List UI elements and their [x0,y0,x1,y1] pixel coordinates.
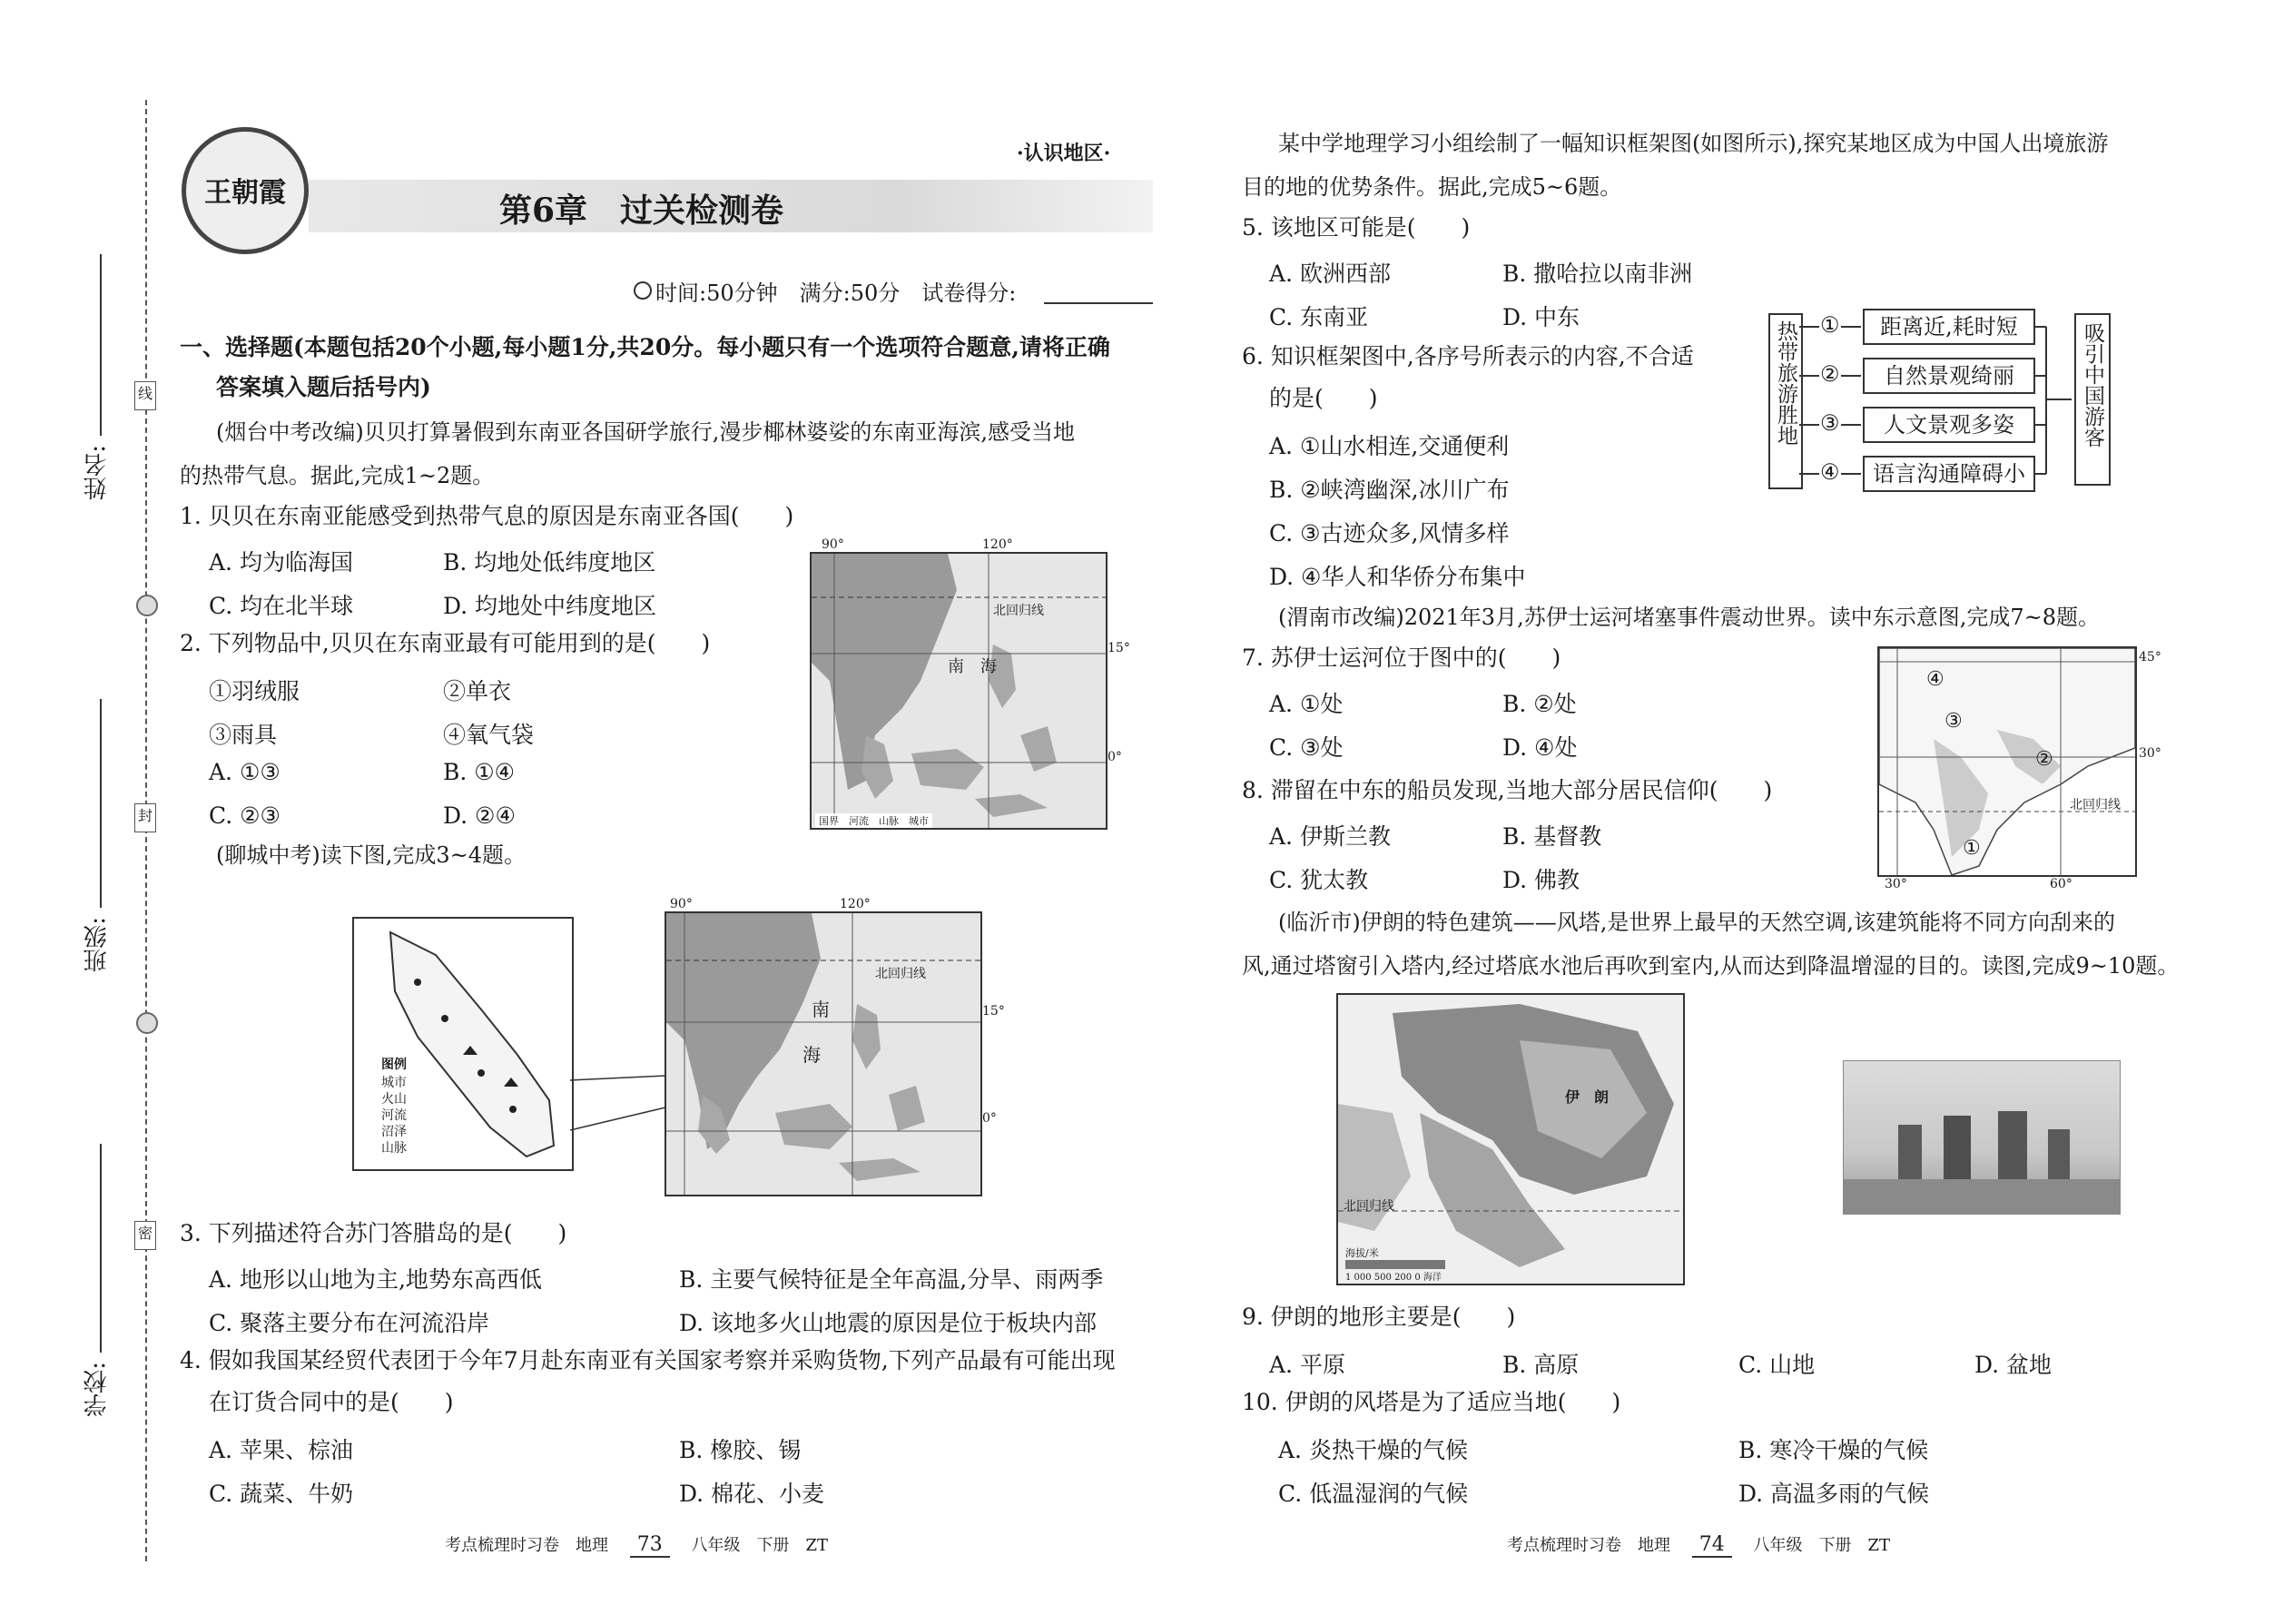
binding-mark-line: 线 [134,381,156,410]
map2-lon-90: 90° [670,897,693,911]
score-blank [1044,302,1153,304]
binding-ornament-icon [136,1012,158,1034]
mideast-map [1877,646,2137,877]
framework-arrows [1799,309,2081,490]
map1-lat-0: 0° [1108,750,1122,764]
intro1-line1: (烟台中考改编)贝贝打算暑假到东南亚各国研学旅行,漫步椰林婆娑的东南亚海滨,感受当地 [216,419,1075,445]
iran-scale-title: 海拔/米 [1345,1247,1379,1259]
map1-sea-label: 南 海 [948,657,997,676]
section1-heading-2: 答案填入题后括号内) [216,374,431,400]
q10-option-d[interactable]: D. 高温多雨的气候 [1738,1481,1930,1507]
footer-right [1507,1532,1890,1558]
mideast-lon-30: 30° [1885,877,1907,891]
footer-right-grade: 八年级 下册 ZT [1753,1536,1890,1555]
q5-option-a[interactable]: A. 欧洲西部 [1269,261,1391,287]
framework-n2: ② [1820,361,1840,387]
iran-scale-values: 1 000 500 200 0 海洋 [1345,1273,1442,1283]
q9-option-b[interactable]: B. 高原 [1502,1352,1580,1378]
class-label: 班级: [84,917,111,972]
q8-option-b[interactable]: B. 基督教 [1502,823,1602,850]
q7-option-a[interactable]: A. ①处 [1269,691,1344,717]
mideast-lat-30: 30° [2139,746,2161,761]
footer-left-series: 考点梳理时习卷 地理 [445,1536,608,1555]
map2-lon-120: 120° [840,897,871,911]
binding-mark-secret: 密 [134,1221,156,1250]
intro1-line2: 的热带气息。据此,完成1~2题。 [180,463,495,488]
page-number-left: 73 [630,1533,670,1558]
map1-lon-90: 90° [822,537,844,552]
q1-option-a[interactable]: A. 均为临海国 [209,549,353,576]
q2-option-a[interactable]: A. ①③ [209,759,281,785]
map2-legend-volcano: 火山 [381,1092,407,1107]
q2-item-1: ①羽绒服 [209,678,300,704]
q2-item-3: ③雨具 [209,722,278,748]
map2-sea-label-1: 南 [812,999,830,1020]
intro3-line1: 某中学地理学习小组绘制了一幅知识框架图(如图所示),探究某地区成为中国人出境旅游 [1278,131,2109,156]
footer-left [445,1532,828,1558]
q9-option-a[interactable]: A. 平原 [1269,1352,1345,1378]
q4-option-c[interactable]: C. 蔬菜、牛奶 [209,1481,354,1507]
page-number-right: 74 [1692,1533,1732,1558]
map2-legend-title: 图例 [381,1058,407,1072]
mideast-lon-60: 60° [2050,877,2072,891]
q1-stem: 1. 贝贝在东南亚能感受到热带气息的原因是东南亚各国( ) [180,503,794,529]
q3-option-b[interactable]: B. 主要气候特征是全年高温,分旱、雨两季 [679,1266,1104,1293]
intro5-line2: 风,通过塔窗引入塔内,经过塔底水池后再吹到室内,从而达到降温增湿的目的。读图,完成9~10题。 [1242,953,2180,979]
q4-option-b[interactable]: B. 橡胶、锡 [679,1437,802,1463]
map2-legend-river: 河流 [381,1108,407,1123]
map1-legend: 国界 河流 山脉 城市 [815,813,932,828]
q3-option-a[interactable]: A. 地形以山地为主,地势东高西低 [209,1266,542,1293]
q4-option-a[interactable]: A. 苹果、棕油 [209,1437,353,1463]
q10-option-b[interactable]: B. 寒冷干燥的气候 [1738,1437,1929,1463]
map2-lat-15: 15° [982,1004,1005,1019]
map2-tropic-label: 北回归线 [875,967,926,981]
q8-option-c[interactable]: C. 犹太教 [1269,867,1369,893]
q6-option-d[interactable]: D. ④华人和华侨分布集中 [1269,564,1526,590]
q6-option-c[interactable]: C. ③古迹众多,风情多样 [1269,520,1510,546]
region-tag: ·认识地区· [1017,142,1111,165]
section1-heading-1: 一、选择题(本题包括20个小题,每小题1分,共20分。每小题只有一个选项符合题意,请将正确 [180,334,1110,360]
q1-option-b[interactable]: B. 均地处低纬度地区 [443,549,656,576]
brand-logo-text: 王朝霞 [204,177,286,209]
q7-option-c[interactable]: C. ③处 [1269,734,1344,761]
map1-lon-120: 120° [982,537,1013,552]
framework-left-box [1768,313,1803,489]
framework-box-4: 语言沟通障碍小 [1863,456,2035,492]
footer-left-grade: 八年级 下册 ZT [691,1536,828,1555]
footer-right-series: 考点梳理时习卷 地理 [1507,1536,1670,1555]
map1-tropic-label: 北回归线 [993,604,1044,618]
q10-option-a[interactable]: A. 炎热干燥的气候 [1278,1437,1468,1463]
q6-option-a[interactable]: A. ①山水相连,交通便利 [1269,433,1510,459]
map2-southeast-asia [665,911,982,1196]
brand-logo [182,127,309,254]
q7-option-d[interactable]: D. ④处 [1502,734,1578,761]
mideast-marker-3: ③ [1944,710,1963,733]
q5-option-d[interactable]: D. 中东 [1502,304,1580,330]
name-underline [100,254,102,436]
chapter-title: 第6章 过关检测卷 [499,192,784,230]
q2-option-b[interactable]: B. ①④ [443,759,516,785]
map2-legend-mountain: 山脉 [381,1141,407,1156]
mideast-lat-45: 45° [2139,650,2161,664]
q4-stem-2: 在订货合同中的是( ) [209,1389,454,1415]
clock-icon [634,281,652,300]
q3-stem: 3. 下列描述符合苏门答腊岛的是( ) [180,1220,567,1246]
iran-tropic-label: 北回归线 [1344,1199,1394,1214]
q5-option-b[interactable]: B. 撒哈拉以南非洲 [1502,261,1693,287]
wind-tower-photo [1843,1060,2121,1215]
framework-box-2: 自然景观绮丽 [1863,358,2035,394]
q1-option-d[interactable]: D. 均地处中纬度地区 [443,593,657,619]
binding-mark-seal: 封 [134,803,156,832]
q9-stem: 9. 伊朗的地形主要是( ) [1242,1304,1516,1330]
q9-option-d[interactable]: D. 盆地 [1974,1352,2053,1378]
mideast-tropic-label: 北回归线 [2070,798,2121,812]
map2-connector-lines [570,1071,670,1135]
q6-stem-1: 6. 知识框架图中,各序号所表示的内容,不合适 [1242,343,1694,369]
q6-option-b[interactable]: B. ②峡湾幽深,冰川广布 [1269,477,1510,503]
map2-sumatra-inset [352,917,574,1171]
intro2: (聊城中考)读下图,完成3~4题。 [216,842,527,868]
iran-label: 伊 朗 [1565,1088,1610,1106]
q3-option-c[interactable]: C. 聚落主要分布在河流沿岸 [209,1310,490,1336]
q1-option-c[interactable]: C. 均在北半球 [209,593,354,619]
intro5-line1: (临沂市)伊朗的特色建筑——风塔,是世界上最早的天然空调,该建筑能将不同方向刮来的 [1278,910,2115,935]
q7-stem: 7. 苏伊士运河位于图中的( ) [1242,645,1561,671]
school-underline [100,1144,102,1353]
mideast-marker-4: ④ [1926,668,1944,691]
q7-option-b[interactable]: B. ②处 [1502,691,1577,717]
framework-n3: ③ [1820,410,1840,436]
map2-sea-label-2: 海 [802,1044,821,1066]
map2-legend-city: 城市 [381,1076,407,1090]
name-label: 姓名: [84,445,111,500]
q8-stem: 8. 滞留在中东的船员发现,当地大部分居民信仰( ) [1242,777,1773,803]
framework-right-box [2074,313,2111,486]
framework-box-1: 距离近,耗时短 [1863,309,2035,345]
framework-n4: ④ [1820,459,1840,485]
q2-option-c[interactable]: C. ②③ [209,802,281,829]
framework-n1: ① [1820,312,1840,338]
time-info: 时间:50分钟 满分:50分 试卷得分: [655,281,1017,306]
q4-stem-1: 4. 假如我国某经贸代表团于今年7月赴东南亚有关国家考察并采购货物,下列产品最有可能出现 [180,1347,1116,1373]
school-label: 学校: [84,1362,111,1417]
q10-stem: 10. 伊朗的风塔是为了适应当地( ) [1242,1389,1621,1415]
framework-right-text: 吸引中国游客 [2081,322,2104,448]
mideast-marker-1: ① [1963,837,1981,860]
class-underline [100,699,102,908]
q6-stem-2: 的是( ) [1269,385,1378,411]
q8-option-d[interactable]: D. 佛教 [1502,867,1580,893]
intro4: (渭南市改编)2021年3月,苏伊士运河堵塞事件震动世界。读中东示意图,完成7~8题。 [1278,605,2100,630]
q2-stem: 2. 下列物品中,贝贝在东南亚最有可能用到的是( ) [180,630,711,656]
q9-option-c[interactable]: C. 山地 [1738,1352,1816,1378]
iran-relief-map [1336,993,1685,1285]
binding-ornament-icon [136,595,158,616]
mideast-marker-2: ② [2035,748,2053,771]
q5-option-c[interactable]: C. 东南亚 [1269,304,1369,330]
q3-option-d[interactable]: D. 该地多火山地震的原因是位于板块内部 [679,1310,1098,1336]
q2-option-d[interactable]: D. ②④ [443,802,516,829]
framework-left-text: 热带旅游胜地 [1774,320,1797,446]
map1-southeast-asia [810,552,1108,830]
map2-legend-swamp: 沼泽 [381,1125,407,1139]
q10-option-c[interactable]: C. 低温湿润的气候 [1278,1481,1469,1507]
map2-lat-0: 0° [982,1111,997,1126]
q2-item-2: ②单衣 [443,678,512,704]
intro3-line2: 目的地的优势条件。据此,完成5~6题。 [1242,174,1622,200]
q4-option-d[interactable]: D. 棉花、小麦 [679,1481,825,1507]
q5-stem: 5. 该地区可能是( ) [1242,214,1471,241]
framework-box-3: 人文景观多姿 [1863,407,2035,443]
map1-lat-15: 15° [1108,641,1130,655]
q8-option-a[interactable]: A. 伊斯兰教 [1269,823,1391,850]
q2-item-4: ④氧气袋 [443,722,535,748]
